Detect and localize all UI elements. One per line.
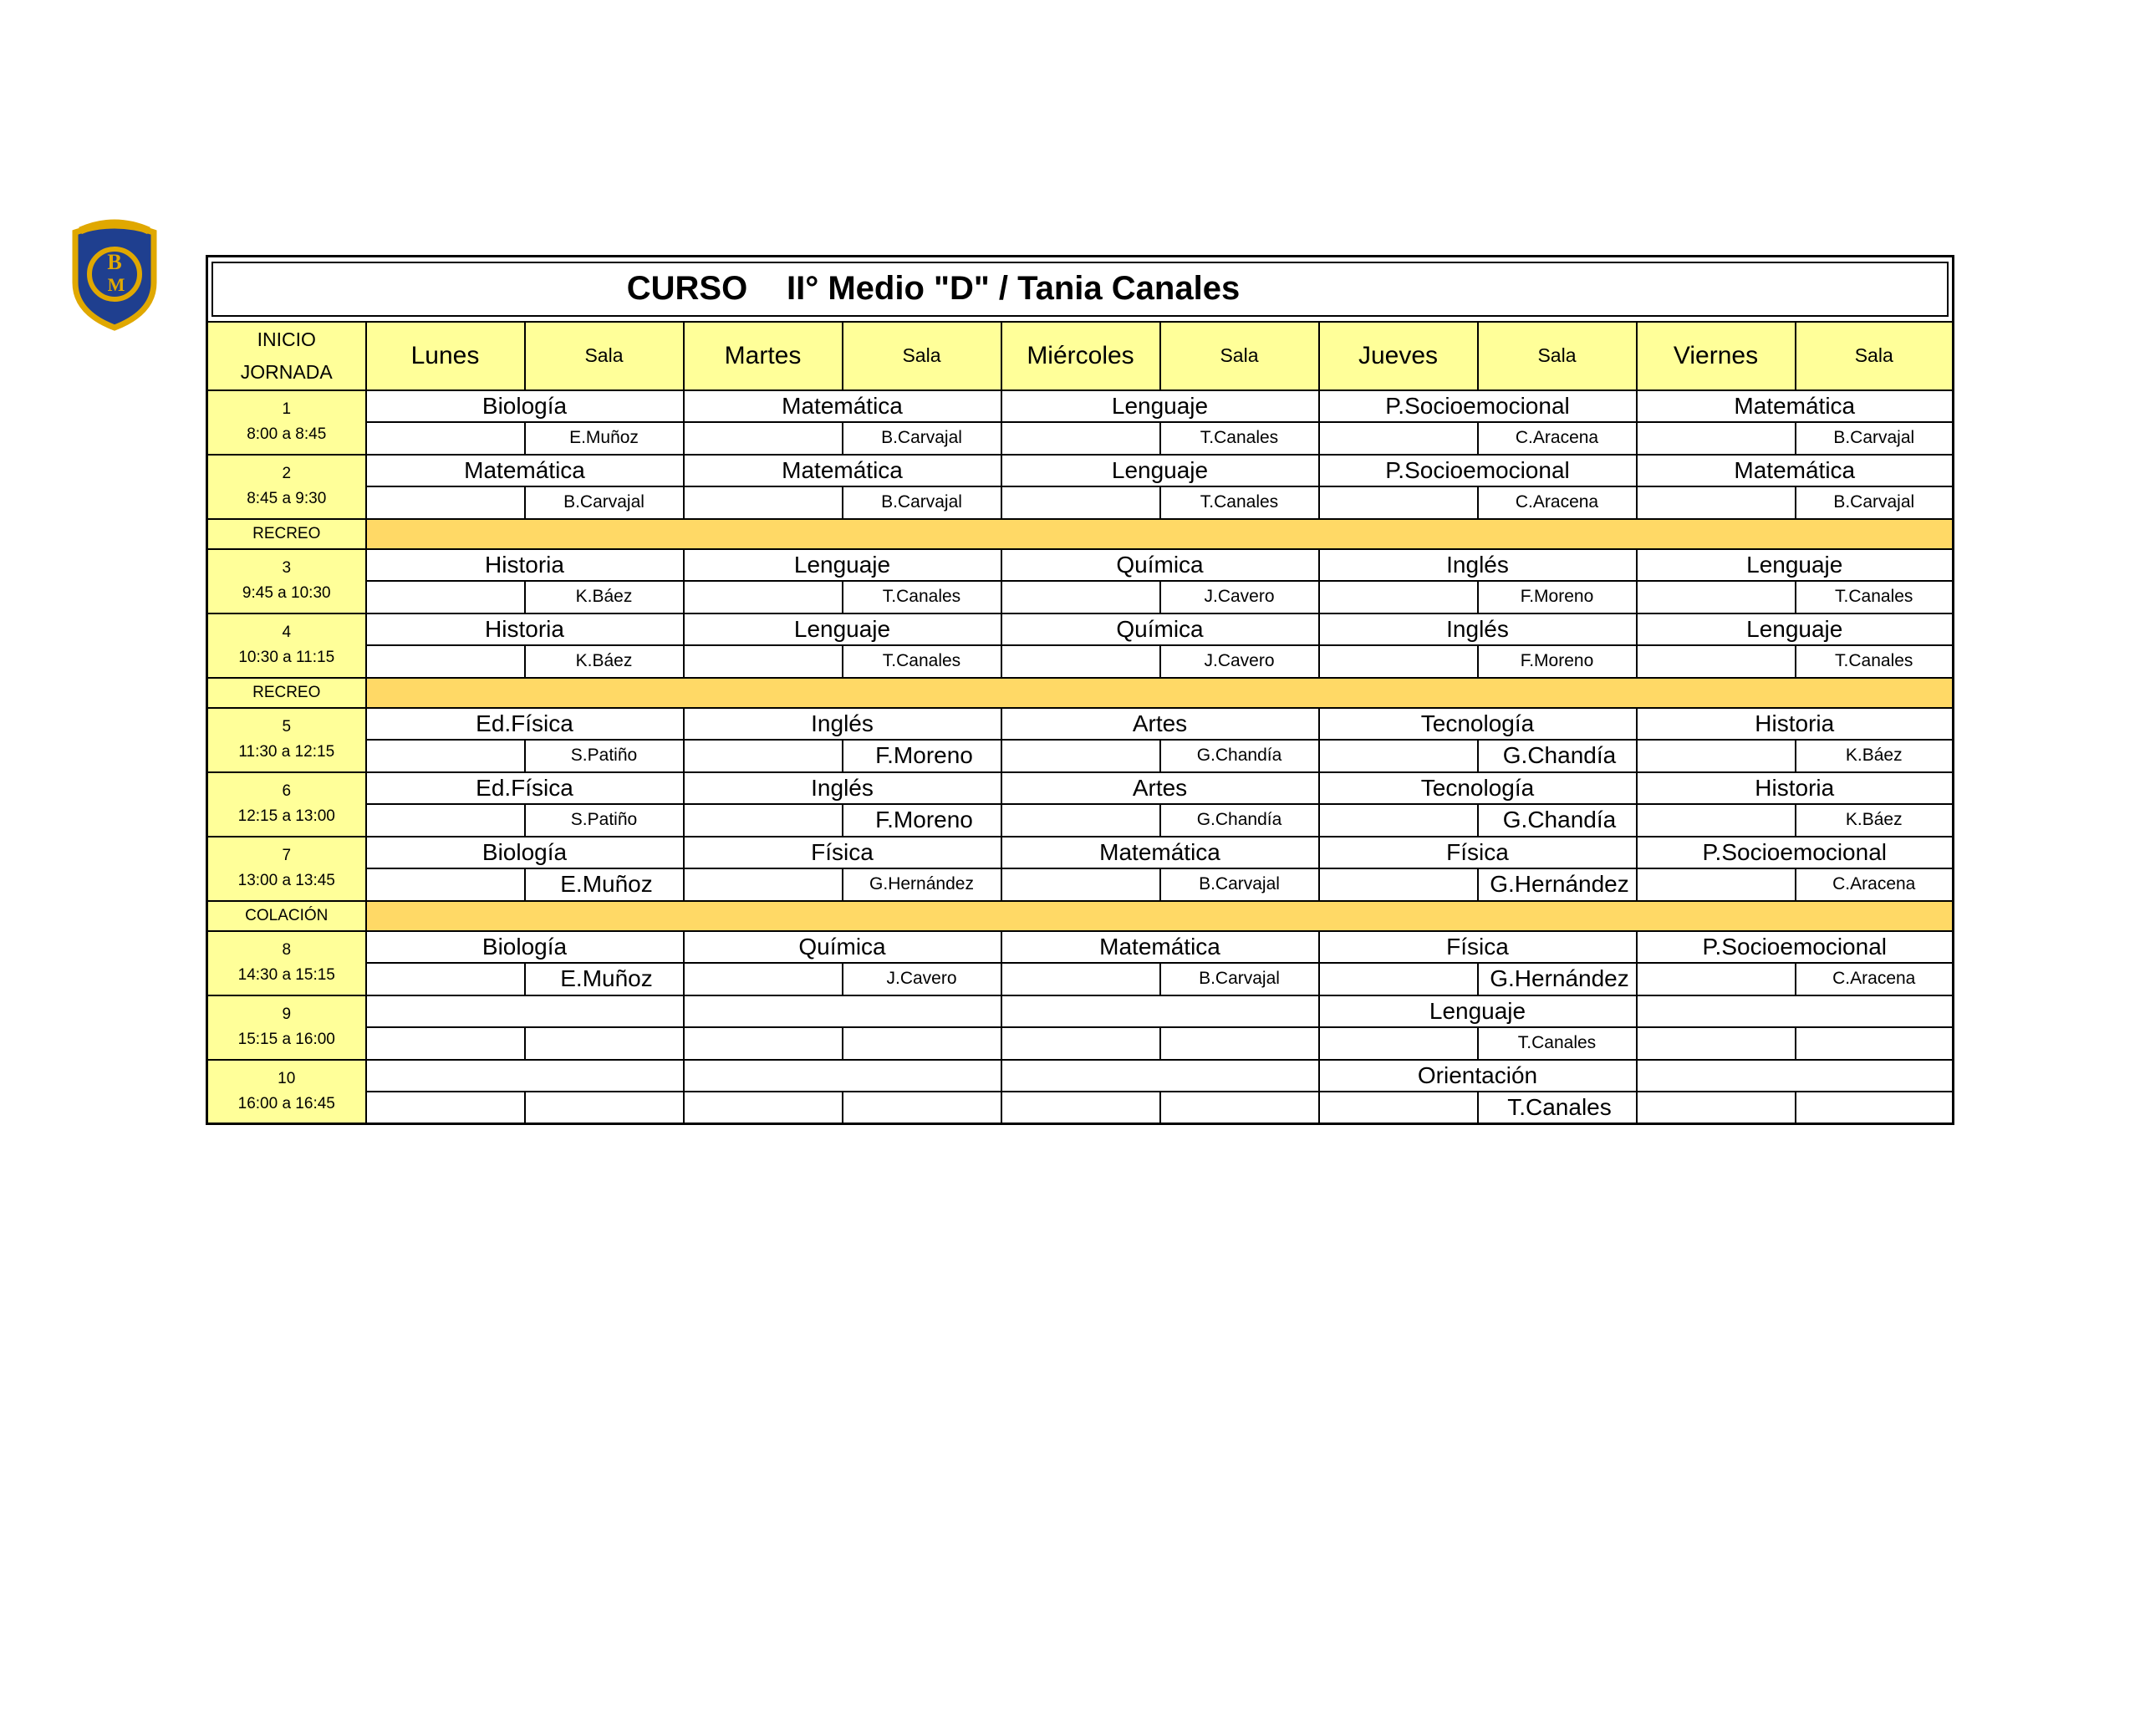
teacher-cell: T.Canales bbox=[1478, 1092, 1637, 1124]
teacher-cell: C.Aracena bbox=[1796, 963, 1954, 995]
teacher-cell: F.Moreno bbox=[843, 804, 1001, 837]
period-row bbox=[207, 995, 1954, 1027]
teacher-cell: E.Muñoz bbox=[525, 963, 684, 995]
sala-cell bbox=[1637, 486, 1796, 519]
recreo-bar bbox=[366, 519, 1954, 549]
teacher-row bbox=[207, 740, 1954, 772]
teacher-cell bbox=[525, 1092, 684, 1124]
period-number: 7 bbox=[282, 847, 292, 864]
teacher-cell: T.Canales bbox=[843, 645, 1001, 678]
subject-cell: Historia bbox=[366, 549, 684, 581]
teacher-cell: K.Báez bbox=[525, 645, 684, 678]
period-time: 8:00 a 8:45 bbox=[247, 425, 327, 443]
teacher-cell: J.Cavero bbox=[843, 963, 1001, 995]
subject-cell: P.Socioemocional bbox=[1637, 931, 1954, 963]
day-header-miercoles: Miércoles bbox=[1001, 322, 1160, 390]
subject-cell: Historia bbox=[1637, 772, 1954, 804]
teacher-cell: C.Aracena bbox=[1478, 486, 1637, 519]
teacher-cell: G.Hernández bbox=[1478, 868, 1637, 901]
sala-cell bbox=[684, 868, 843, 901]
period-time-cell bbox=[207, 549, 366, 613]
teacher-cell: B.Carvajal bbox=[1160, 868, 1319, 901]
sala-cell bbox=[1001, 804, 1160, 837]
teacher-cell bbox=[1160, 1027, 1319, 1060]
period-time: 14:30 a 15:15 bbox=[237, 966, 335, 984]
subject-cell bbox=[1001, 1060, 1319, 1092]
period-row bbox=[207, 931, 1954, 963]
teacher-row bbox=[207, 422, 1954, 455]
day-header-lunes: Lunes bbox=[366, 322, 525, 390]
teacher-row bbox=[207, 645, 1954, 678]
sala-cell bbox=[366, 740, 525, 772]
teacher-cell: K.Báez bbox=[525, 581, 684, 613]
subject-cell: Inglés bbox=[1319, 613, 1637, 645]
teacher-cell: T.Canales bbox=[1796, 581, 1954, 613]
subject-cell: Matemática bbox=[684, 455, 1001, 486]
sala-cell bbox=[1001, 422, 1160, 455]
subject-cell: Lenguaje bbox=[684, 549, 1001, 581]
teacher-cell: T.Canales bbox=[1796, 645, 1954, 678]
teacher-cell: G.Hernández bbox=[843, 868, 1001, 901]
sala-cell bbox=[1001, 1027, 1160, 1060]
period-time: 12:15 a 13:00 bbox=[237, 807, 335, 825]
recreo-bar bbox=[366, 678, 1954, 708]
teacher-cell: F.Moreno bbox=[1478, 581, 1637, 613]
teacher-cell: B.Carvajal bbox=[1160, 963, 1319, 995]
period-row bbox=[207, 1060, 1954, 1092]
sala-cell bbox=[1637, 422, 1796, 455]
sala-cell bbox=[1637, 740, 1796, 772]
recreo-label: RECREO bbox=[207, 519, 366, 549]
teacher-cell: K.Báez bbox=[1796, 804, 1954, 837]
teacher-cell: B.Carvajal bbox=[1796, 486, 1954, 519]
teacher-cell: T.Canales bbox=[1160, 422, 1319, 455]
subject-cell: P.Socioemocional bbox=[1637, 837, 1954, 868]
teacher-row bbox=[207, 963, 1954, 995]
sala-cell bbox=[366, 1027, 525, 1060]
subject-cell: Lenguaje bbox=[1001, 455, 1319, 486]
teacher-cell bbox=[1160, 1092, 1319, 1124]
subject-cell: Química bbox=[1001, 613, 1319, 645]
sala-cell bbox=[684, 963, 843, 995]
subject-cell: Física bbox=[684, 837, 1001, 868]
sala-cell bbox=[684, 645, 843, 678]
subject-cell: Biología bbox=[366, 931, 684, 963]
svg-text:M: M bbox=[107, 274, 125, 295]
day-header-martes: Martes bbox=[684, 322, 843, 390]
teacher-cell: F.Moreno bbox=[1478, 645, 1637, 678]
period-row bbox=[207, 390, 1954, 422]
teacher-cell bbox=[1796, 1092, 1954, 1124]
teacher-cell: T.Canales bbox=[843, 581, 1001, 613]
subject-cell bbox=[684, 995, 1001, 1027]
subject-cell: Tecnología bbox=[1319, 772, 1637, 804]
period-row bbox=[207, 772, 1954, 804]
course-title: II° Medio "D" / Tania Canales bbox=[787, 270, 1241, 308]
teacher-cell: B.Carvajal bbox=[843, 486, 1001, 519]
teacher-cell: C.Aracena bbox=[1478, 422, 1637, 455]
period-time: 10:30 a 11:15 bbox=[238, 649, 335, 666]
sala-cell bbox=[366, 486, 525, 519]
teacher-cell: G.Chandía bbox=[1478, 804, 1637, 837]
period-time: 9:45 a 10:30 bbox=[242, 584, 331, 602]
subject-cell bbox=[1637, 1060, 1954, 1092]
sala-cell bbox=[684, 581, 843, 613]
teacher-cell bbox=[1796, 1027, 1954, 1060]
subject-cell: Física bbox=[1319, 931, 1637, 963]
period-number: 6 bbox=[282, 782, 292, 800]
period-time-cell bbox=[207, 1060, 366, 1124]
teacher-cell: K.Báez bbox=[1796, 740, 1954, 772]
teacher-cell: E.Muñoz bbox=[525, 868, 684, 901]
period-time: 16:00 a 16:45 bbox=[237, 1094, 335, 1112]
subject-cell: Química bbox=[684, 931, 1001, 963]
teacher-row bbox=[207, 804, 1954, 837]
teacher-cell: G.Chandía bbox=[1160, 740, 1319, 772]
subject-cell: Tecnología bbox=[1319, 708, 1637, 740]
sala-cell bbox=[1637, 1092, 1796, 1124]
subject-cell: Matemática bbox=[684, 390, 1001, 422]
teacher-cell: G.Chandía bbox=[1478, 740, 1637, 772]
period-time-cell bbox=[207, 613, 366, 678]
subject-cell: P.Socioemocional bbox=[1319, 390, 1637, 422]
subject-cell: Química bbox=[1001, 549, 1319, 581]
sala-cell bbox=[366, 645, 525, 678]
sala-cell bbox=[1319, 1027, 1478, 1060]
day-header-viernes: Viernes bbox=[1637, 322, 1796, 390]
subject-cell: Matemática bbox=[1001, 931, 1319, 963]
sala-cell bbox=[1637, 868, 1796, 901]
period-number: 1 bbox=[282, 400, 292, 418]
sala-header: Sala bbox=[525, 322, 684, 390]
period-row bbox=[207, 613, 1954, 645]
teacher-cell: T.Canales bbox=[1478, 1027, 1637, 1060]
subject-cell: Biología bbox=[366, 837, 684, 868]
subject-cell: P.Socioemocional bbox=[1319, 455, 1637, 486]
inicio-jornada-header: INICIO JORNADA bbox=[207, 322, 366, 390]
subject-cell: Lenguaje bbox=[684, 613, 1001, 645]
sala-cell bbox=[1001, 1092, 1160, 1124]
period-number: 9 bbox=[282, 1005, 292, 1023]
period-time-cell bbox=[207, 772, 366, 837]
period-number: 2 bbox=[282, 465, 292, 482]
colacion-label: COLACIÓN bbox=[207, 901, 366, 931]
period-time: 13:00 a 13:45 bbox=[237, 872, 335, 889]
sala-cell bbox=[684, 740, 843, 772]
sala-cell bbox=[1637, 1027, 1796, 1060]
sala-cell bbox=[1001, 963, 1160, 995]
teacher-cell: B.Carvajal bbox=[525, 486, 684, 519]
subject-cell: Matemática bbox=[1001, 837, 1319, 868]
subject-cell: Orientación bbox=[1319, 1060, 1637, 1092]
sala-cell bbox=[1001, 740, 1160, 772]
sala-cell bbox=[366, 422, 525, 455]
subject-cell: Lenguaje bbox=[1637, 549, 1954, 581]
subject-cell: Historia bbox=[1637, 708, 1954, 740]
teacher-cell: G.Chandía bbox=[1160, 804, 1319, 837]
teacher-cell: S.Patiño bbox=[525, 740, 684, 772]
subject-cell: Inglés bbox=[684, 772, 1001, 804]
period-time-cell bbox=[207, 708, 366, 772]
period-time-cell bbox=[207, 931, 366, 995]
sala-header: Sala bbox=[1478, 322, 1637, 390]
subject-cell: Lenguaje bbox=[1637, 613, 1954, 645]
sala-header: Sala bbox=[843, 322, 1001, 390]
sala-cell bbox=[1637, 804, 1796, 837]
teacher-cell bbox=[843, 1027, 1001, 1060]
teacher-cell: G.Hernández bbox=[1478, 963, 1637, 995]
teacher-row bbox=[207, 486, 1954, 519]
sala-cell bbox=[1319, 804, 1478, 837]
teacher-cell: B.Carvajal bbox=[843, 422, 1001, 455]
teacher-cell: T.Canales bbox=[1160, 486, 1319, 519]
subject-cell: Ed.Física bbox=[366, 708, 684, 740]
period-time: 11:30 a 12:15 bbox=[238, 743, 335, 761]
period-time-cell bbox=[207, 995, 366, 1060]
period-time-cell bbox=[207, 837, 366, 901]
sala-cell bbox=[1319, 581, 1478, 613]
sala-cell bbox=[1637, 963, 1796, 995]
subject-cell bbox=[1637, 995, 1954, 1027]
period-number: 10 bbox=[278, 1069, 296, 1087]
subject-cell bbox=[366, 995, 684, 1027]
sala-cell bbox=[1319, 868, 1478, 901]
period-row bbox=[207, 708, 1954, 740]
subject-cell: Ed.Física bbox=[366, 772, 684, 804]
period-row bbox=[207, 549, 1954, 581]
period-time: 8:45 a 9:30 bbox=[247, 490, 327, 507]
subject-cell: Lenguaje bbox=[1001, 390, 1319, 422]
subject-cell: Artes bbox=[1001, 772, 1319, 804]
subject-cell bbox=[684, 1060, 1001, 1092]
sala-cell bbox=[1319, 1092, 1478, 1124]
sala-cell bbox=[1319, 486, 1478, 519]
subject-cell: Matemática bbox=[1637, 455, 1954, 486]
colacion-bar bbox=[366, 901, 1954, 931]
subject-cell: Inglés bbox=[1319, 549, 1637, 581]
recreo-label: RECREO bbox=[207, 678, 366, 708]
sala-cell bbox=[1319, 740, 1478, 772]
period-time: 15:15 a 16:00 bbox=[237, 1031, 335, 1048]
schedule-table bbox=[206, 255, 1954, 1125]
subject-cell: Física bbox=[1319, 837, 1637, 868]
sala-cell bbox=[1319, 963, 1478, 995]
sala-cell bbox=[684, 1092, 843, 1124]
sala-cell bbox=[1001, 486, 1160, 519]
sala-cell bbox=[684, 486, 843, 519]
curso-label: CURSO bbox=[626, 270, 748, 308]
period-number: 3 bbox=[282, 559, 292, 577]
sala-cell bbox=[1319, 645, 1478, 678]
sala-cell bbox=[1001, 645, 1160, 678]
sala-cell bbox=[1001, 868, 1160, 901]
subject-cell bbox=[366, 1060, 684, 1092]
subject-cell: Matemática bbox=[366, 455, 684, 486]
teacher-cell: B.Carvajal bbox=[1796, 422, 1954, 455]
teacher-cell: E.Muñoz bbox=[525, 422, 684, 455]
sala-cell bbox=[684, 422, 843, 455]
sala-cell bbox=[1637, 581, 1796, 613]
teacher-cell: S.Patiño bbox=[525, 804, 684, 837]
svg-text:B: B bbox=[107, 250, 122, 274]
school-crest-icon bbox=[69, 214, 160, 331]
period-time-cell bbox=[207, 390, 366, 455]
sala-header: Sala bbox=[1796, 322, 1954, 390]
teacher-cell: J.Cavero bbox=[1160, 581, 1319, 613]
sala-cell bbox=[1637, 645, 1796, 678]
teacher-row bbox=[207, 581, 1954, 613]
subject-cell: Lenguaje bbox=[1319, 995, 1637, 1027]
sala-cell bbox=[366, 1092, 525, 1124]
subject-cell bbox=[1001, 995, 1319, 1027]
sala-cell bbox=[366, 963, 525, 995]
teacher-row bbox=[207, 1092, 1954, 1124]
teacher-cell bbox=[525, 1027, 684, 1060]
subject-cell: Artes bbox=[1001, 708, 1319, 740]
period-number: 5 bbox=[282, 718, 292, 736]
subject-cell: Matemática bbox=[1637, 390, 1954, 422]
sala-cell bbox=[1001, 581, 1160, 613]
teacher-cell: F.Moreno bbox=[843, 740, 1001, 772]
sala-header: Sala bbox=[1160, 322, 1319, 390]
period-row bbox=[207, 837, 1954, 868]
subject-cell: Historia bbox=[366, 613, 684, 645]
teacher-cell: C.Aracena bbox=[1796, 868, 1954, 901]
sala-cell bbox=[366, 868, 525, 901]
teacher-row bbox=[207, 868, 1954, 901]
sala-cell bbox=[1319, 422, 1478, 455]
subject-cell: Biología bbox=[366, 390, 684, 422]
period-row bbox=[207, 455, 1954, 486]
period-time-cell bbox=[207, 455, 366, 519]
sala-cell bbox=[366, 804, 525, 837]
teacher-cell: J.Cavero bbox=[1160, 645, 1319, 678]
title-row bbox=[207, 257, 1954, 322]
subject-cell: Inglés bbox=[684, 708, 1001, 740]
sala-cell bbox=[366, 581, 525, 613]
teacher-cell bbox=[843, 1092, 1001, 1124]
period-number: 4 bbox=[282, 624, 292, 641]
sala-cell bbox=[684, 804, 843, 837]
day-header-jueves: Jueves bbox=[1319, 322, 1478, 390]
sala-cell bbox=[684, 1027, 843, 1060]
teacher-row bbox=[207, 1027, 1954, 1060]
period-number: 8 bbox=[282, 941, 292, 959]
